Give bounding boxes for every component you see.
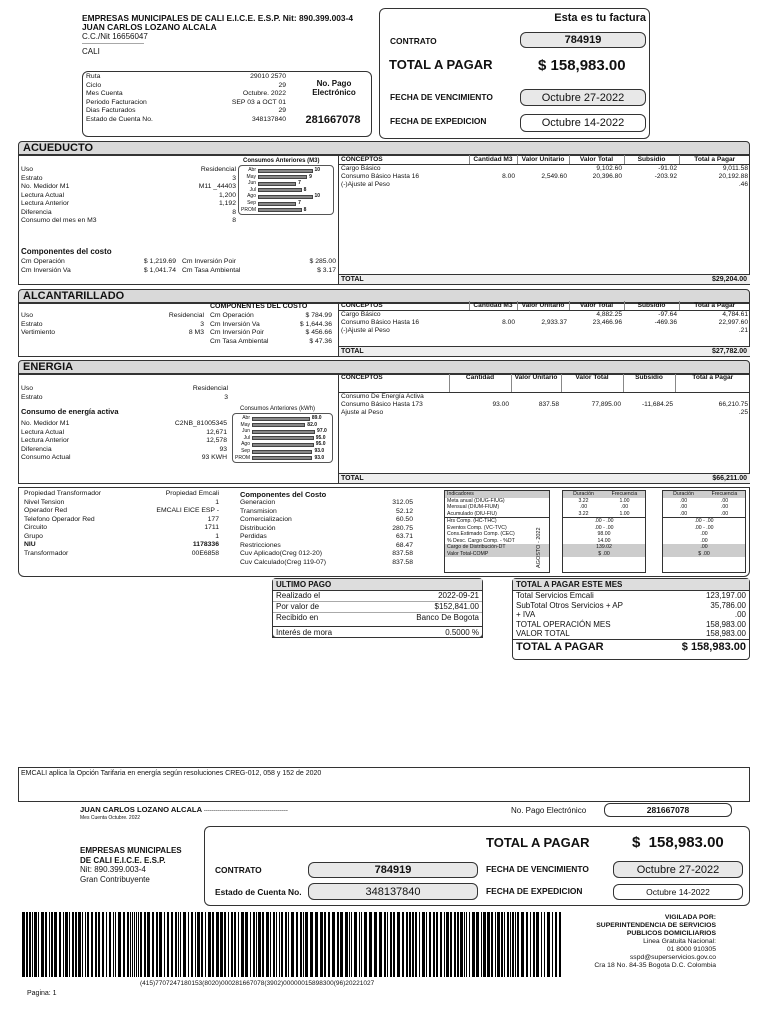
barcode-bar [481,912,482,977]
chart-bar [252,417,310,421]
factura-title: Esta es tu factura [554,12,646,24]
barcode-bar [409,912,411,977]
mes-value: Octubre. 2022 [242,90,286,97]
ciclo-value: 29 [278,81,286,89]
barcode-bar [310,912,313,977]
alcantarillado-total: TOTAL $27,782.00 [339,346,750,356]
barcode-bar [250,912,251,977]
cupon-exp-value: Octubre 14-2022 [613,884,743,900]
vencimiento-label: FECHA DE VENCIMIENTO [390,92,493,102]
barcode-bar [393,912,395,977]
indicadores-box: Indicadores Meta anual (DIUG-FIUG) Mensual (DIUM-FIUM) Acumulado (DIU-FIU) Hrs Comp. (HC-THC) Eventos Comp. (VC-TVC) Cons.Estimado Comp. (CEC) % Desc. Cargo Comp. - %DT Cargo de Distribución-DT Valor Total-COMP [444,490,550,573]
table-row: Consumo De Energía Activa [341,392,424,400]
barcode-bar [134,912,135,977]
chart-value-label: 8 [303,206,307,213]
acueducto-chart [238,165,334,215]
barcode-bar [429,912,431,977]
cupon-mes: Mes Cuenta Octubre. 2022 [80,815,141,821]
chart-bar [258,202,296,206]
chart-bar [258,169,313,173]
barcode-bar [75,912,77,977]
chart-month-label: PROM [241,206,256,213]
header-dashes: ------------------------------- [82,41,144,47]
barcode-bar [245,912,248,977]
barcode-bar [288,912,289,977]
chart-value-label: 93.0 [314,454,325,461]
barcode-bar [164,912,165,977]
barcode-bar [320,912,323,977]
barcode-bar [464,912,465,977]
chart-month-label: Ago [241,441,250,448]
cupon-venc-label: FECHA DE VENCIMIENTO [486,864,589,874]
barcode-bar [276,912,277,977]
barcode-bar [238,912,239,977]
barcode-bar [379,912,382,977]
header [82,14,372,57]
alcantarillado-costos: Cm Operación $ 784.99 Cm Inversión Va $ 1,644.36 Cm Inversión Poir $ 456.66 Cm Tasa Ambiental $ 47.36 [210,312,332,345]
barcode-bar [491,912,493,977]
ultimo-pago-title: ULTIMO PAGO [273,579,482,591]
aviso-box [18,767,750,802]
barcode-bar [138,912,139,977]
barcode-bar [397,912,400,977]
chart-bar [258,195,313,199]
barcode-bar [132,912,133,977]
alcantarillado-info: Uso Residencial Estrato 3 Vertimiento 8 M3 [21,312,204,336]
indicadores-values-2: Duración Frecuencia .00 .00 .00 .00 .00 .00 .00 - .00 .00 - .00 .00 .00 .00 $ .00 [662,490,746,573]
barcode-bar [359,912,360,977]
cupon-total-value: $ 158,983.00 [632,834,724,851]
chart-month-label: Jul [249,186,256,193]
barcode-bar [521,912,524,977]
barcode-bar [205,912,206,977]
barcode-bar [415,912,417,977]
barcode-bar [54,912,57,977]
barcode-bar [305,912,308,977]
barcode-bar [364,912,367,977]
barcode-bar [351,912,352,977]
energia-chart [232,413,333,463]
ruta-value: 29010 2570 [250,73,286,80]
barcode-bar [266,912,269,977]
barcode-bar [91,912,93,977]
barcode-bar [224,912,226,977]
barcode-bar [497,912,500,977]
barcode-bar [175,912,177,977]
barcode-bar [402,912,404,977]
barcode-bar [412,912,414,977]
barcode-bar [51,912,53,977]
chart-value-label: 93.0 [314,448,325,454]
barcode-bar [171,912,173,977]
barcode-bar [296,912,298,977]
table-row: Consumo Básico Hasta 173 93.00 837.58 77,895.00 -11,684.25 66,210.75 [341,400,748,408]
barcode-bar [406,912,408,977]
barcode-bar [390,912,392,977]
barcode-bar [273,912,275,977]
cupon-name: JUAN CARLOS LOZANO ALCALA ------------------------------------------ [80,805,288,814]
client-name: JUAN CARLOS LOZANO ALCALA [82,22,217,32]
barcode-bar [29,912,31,977]
barcode-bar [144,912,146,977]
chart-month-label: Abr [242,415,250,421]
barcode-bar [118,912,121,977]
dias-label: Dias Facturados [86,107,136,114]
barcode-bar [450,912,452,977]
tecnico-left: Propiedad Transformador Propiedad Emcali Nivel Tension 1 Operador Red EMCALI EICE ESP - Telefono Operador Red 177 Circuito 1711 Grupo 1 NIU 1178336 Transformador 00E6858 [24,490,219,557]
barcode-bar [136,912,137,977]
barcode [22,912,567,977]
barcode-bar [197,912,200,977]
barcode-bar [457,912,459,977]
cupon-contrato-label: CONTRATO [215,865,262,875]
energia-uso: Uso Residencial Estrato 3 [21,385,228,401]
chart-value-label: 8 [303,186,307,193]
pago-electronico-value: 281667078 [305,114,361,126]
alcantarillado-title: ALCANTARILLADO [18,289,750,303]
barcode-bar [279,912,280,977]
chart-bar [252,450,312,454]
barcode-bar [476,912,479,977]
barcode-bar [228,912,229,977]
barcode-bar [436,912,438,977]
barcode-bar [212,912,214,977]
chart-bar [258,182,296,186]
barcode-bar [510,912,511,977]
barcode-bar [188,912,189,977]
cupon-total-label: TOTAL A PAGAR [486,835,590,850]
barcode-bar [45,912,47,977]
total-pagar-label: TOTAL A PAGAR [389,57,493,72]
barcode-bar [98,912,100,977]
barcode-bar [361,912,362,977]
account-info [86,73,286,124]
barcode-bar [426,912,427,977]
chart-value-label: 82.0 [307,421,318,428]
barcode-bar [517,912,519,977]
barcode-bar [69,912,70,977]
barcode-bar [472,912,475,977]
chart-month-label: Jun [241,428,250,435]
barcode-bar [34,912,37,977]
barcode-bar [446,912,449,977]
chart-value-label: 10 [314,193,321,200]
barcode-bar [512,912,514,977]
barcode-bar [178,912,179,977]
barcode-bar [533,912,535,977]
barcode-bar [231,912,233,977]
chart-month-label: Abr [248,167,256,173]
barcode-bar [444,912,445,977]
barcode-bar [469,912,470,977]
expedicion-label: FECHA DE EXPEDICION [390,116,487,126]
barcode-bar [552,912,553,977]
cupon-pago-value: 281667078 [604,803,732,817]
barcode-bar [544,912,545,977]
barcode-bar [440,912,442,977]
barcode-bar [167,912,169,977]
aviso-text: EMCALI aplica la Opción Tarifaria en energía según resoluciones CREG-012, 058 y 152 de 2020 [21,770,322,777]
table-row: (-)Ajuste al Peso .46 [341,180,748,188]
estado-label: Estado de Cuenta No. [86,115,153,123]
barcode-bar [32,912,33,977]
vencimiento-value: Octubre 27-2022 [520,89,646,106]
barcode-bar [466,912,467,977]
barcode-bar [41,912,44,977]
barcode-bar [258,912,261,977]
barcode-bar [526,912,528,977]
acueducto-table: CONCEPTOS Cantidad M3 Valor Unitario Valor Total Subsidio Total a Pagar Cargo Básico 9,102.60 -91.02 9,011.58 Consumo Básico Hasta 16 8.00 2,549.60 20,396.80 -203.92 20,192.88 (-)Ajuste al Peso .46 [341,155,748,188]
contrato-value: 784919 [520,32,646,48]
energia-title: ENERGIA [18,360,750,374]
interes-mora: Interés de mora 0.5000 % [272,626,483,638]
barcode-bar [59,912,61,977]
barcode-bar [220,912,223,977]
chart-value-label: 10 [314,167,321,173]
vigilada: VIGILADA POR: SUPERINTENDENCIA DE SERVICIOS PUBLICOS DOMICILIARIOS Linea Gratuita Nacional: 01 8000 910305 sspd@superservicios.gov.co Cra 18 No. 84-35 Bogota D.C. Colombia [594,914,716,969]
barcode-bar [291,912,294,977]
barcode-bar [374,912,377,977]
chart-bar [252,430,315,434]
chart-month-label: Ago [247,193,256,200]
acueducto-costos: Cm Operación $ 1,219.69 Cm Inversión Poir $ 285.00 Cm Inversión Va $ 1,041.74 Cm Tasa Ambiental $ 3.17 [21,258,336,274]
barcode-bar [483,912,486,977]
barcode-bar [530,912,531,977]
city: CALI [82,47,100,56]
barcode-bar [72,912,74,977]
barcode-bar [82,912,83,977]
barcode-bar [183,912,186,977]
barcode-bar [87,912,89,977]
barcode-bar [487,912,490,977]
chart-month-label: Jul [243,434,250,441]
barcode-bar [345,912,348,977]
chart-value-label: 95.0 [315,434,326,441]
barcode-bar [95,912,97,977]
tecnico-comp: Generacion 312.05 Transmision 52.12 Comercializacion 60.50 Distribución 280.75 Perdidas 63.71 Restricciones 68.47 Cuv Aplicado(Creg 012-20) 837.58 Cuv Calculado(Creg 119-07) 837.58 [240,499,413,566]
acueducto-chart-title: Consumos Anteriores (M3) [243,158,320,164]
barcode-bar [26,912,28,977]
barcode-bar [328,912,330,977]
barcode-bar [234,912,236,977]
barcode-bar [113,912,114,977]
chart-value-label: 7 [298,200,301,206]
barcode-bar [123,912,125,977]
periodo-value: SEP 03 a OCT 01 [231,98,286,106]
alcantarillado-table: CONCEPTOS Cantidad M3 Valor Unitario Valor Total Subsidio Total a Pagar Cargo Básico 4,882.25 -97.64 4,784.61 Consumo Básico Hasta 16 8.00 2,933.37 23,466.96 -469.36 22,997.60 (-)Ajuste al Peso .21 [341,301,748,334]
barcode-bar [324,912,326,977]
company-name: EMPRESAS MUNICIPALES DE CALI E.I.C.E. E.S.P. Nit: 890.399.003-4 [82,13,354,23]
barcode-bar [38,912,39,977]
barcode-text: (415)7707247180153(8020)000281667078(3902)00000015898300(96)20221027 [140,980,375,987]
barcode-bar [419,912,420,977]
barcode-bar [180,912,181,977]
barcode-bar [349,912,350,977]
barcode-bar [337,912,339,977]
barcode-bar [504,912,505,977]
barcode-bar [130,912,131,977]
barcode-bar [109,912,111,977]
chart-value-label: 9 [309,173,312,180]
chart-bar [252,423,305,427]
barcode-bar [387,912,388,977]
barcode-bar [281,912,283,977]
chart-bar [258,188,302,192]
barcode-bar [78,912,81,977]
chart-month-label: PROM [235,454,250,461]
chart-bar [258,208,302,212]
barcode-bar [340,912,343,977]
chart-value-label: 97.0 [317,428,327,435]
table-row: Consumo Básico Hasta 16 8.00 2,549.60 20,396.80 -203.92 20,192.88 [341,172,748,180]
chart-bar [258,175,307,179]
barcode-bar [63,912,64,977]
barcode-bar [547,912,550,977]
cupon-exp-label: FECHA DE EXPEDICION [486,886,583,896]
expedicion-value: Octubre 14-2022 [520,114,646,132]
dias-value: 29 [278,107,286,114]
acueducto-title: ACUEDUCTO [18,141,750,155]
energia-chart-title: Consumos Anteriores (kWh) [240,406,316,412]
barcode-bar [454,912,456,977]
barcode-bar [495,912,496,977]
chart-value-label: 7 [298,180,301,187]
chart-month-label: Sep [247,200,256,206]
indicadores-values-1: Duración Frecuencia 3.22 1.00 .00 .00 3.22 1.00 .00 - .00 .00 - .00 98.00 14.00 139.02 $ .00 [562,490,646,573]
energia-table: CONCEPTOS Cantidad Valor Unitario Valor Total Subsidio Total a Pagar Consumo De Energía Activa Consumo Básico Hasta 173 93.00 837.58 77,895.00 -11,684.25 66,210.75 Ajuste al Peso .25 [341,374,748,416]
barcode-bar [102,912,104,977]
barcode-bar [22,912,25,977]
chart-month-label: Jun [247,180,256,187]
barcode-bar [253,912,255,977]
energia-total: TOTAL $66,211.00 [339,473,750,483]
barcode-bar [270,912,271,977]
table-row: Ajuste al Peso .25 [341,408,748,416]
barcode-bar [65,912,68,977]
chart-bar [252,456,312,460]
estado-value: 348137840 [251,115,286,123]
barcode-bar [191,912,193,977]
barcode-bar [507,912,509,977]
barcode-bar [541,912,542,977]
barcode-bar [106,912,107,977]
barcode-bar [201,912,203,977]
barcode-bar [303,912,304,977]
barcode-bar [256,912,257,977]
cupon-estado-label: Estado de Cuenta No. [215,887,302,897]
barcode-bar [315,912,318,977]
table-row: Cargo Básico 4,882.25 -97.64 4,784.61 [341,310,748,318]
pago-electronico-label: No. Pago Electrónico [312,79,356,97]
barcode-bar [262,912,264,977]
table-row: Cargo Básico 9,102.60 -91.02 9,011.58 [341,164,748,172]
chart-value-label: 95.0 [315,441,326,448]
total-mes-title: TOTAL A PAGAR ESTE MES [513,579,749,591]
barcode-bar [460,912,463,977]
mes-label: Mes Cuenta [86,90,123,97]
barcode-bar [515,912,516,977]
table-row: Consumo Básico Hasta 16 8.00 2,933.37 23,466.96 -469.36 22,997.60 [341,318,748,326]
ultimo-pago-box: ULTIMO PAGO Realizado el 2022-09-21 Por valor de $152,841.00 Recibido en Banco De Bogota [272,578,483,638]
barcode-bar [555,912,557,977]
barcode-bar [285,912,287,977]
barcode-bar [115,912,116,977]
cupon-estado-value: 348137840 [308,883,478,900]
barcode-bar [216,912,219,977]
periodo-label: Periodo Facturacion [86,98,147,106]
total-pagar-value: $ 158,983.00 [538,57,626,74]
barcode-bar [159,912,162,977]
barcode-bar [433,912,435,977]
barcode-bar [140,912,142,977]
barcode-bar [85,912,86,977]
client-id: C.C./Nit 16656047 [82,32,148,41]
agosto-label: AGOSTO - 2022 [536,527,542,568]
alcantarillado-costos-title: COMPONENTES DEL COSTO [210,303,308,310]
barcode-bar [332,912,335,977]
barcode-bar [501,912,503,977]
barcode-bar [241,912,244,977]
acueducto-info: Uso Residencial Estrato 3 No. Medidor M1 M11 _44403 Lectura Actual 1,200 Lectura Anterior 1,192 Diferencia 8 Consumo del mes en M3 8 [21,166,236,224]
energia-consumo-title: Consumo de energía activa [21,407,119,416]
barcode-bar [208,912,211,977]
chart-month-label: Sep [241,448,250,454]
barcode-bar [49,912,50,977]
barcode-bar [384,912,386,977]
cupon-pago-label: No. Pago Electrónico [511,806,587,815]
barcode-bar [147,912,150,977]
energia-info: No. Medidor M1 C2NB_81005345 Lectura Actual 12,671 Lectura Anterior 12,578 Diferencia 93 Consumo Actual 93 KWH [21,420,227,461]
table-row: (-)Ajuste al Peso .21 [341,326,748,334]
barcode-bar [354,912,357,977]
tecnico-comp-title: Componentes del Costo [240,490,327,499]
barcode-bar [152,912,154,977]
pagina: Pagina: 1 [27,990,57,997]
barcode-bar [536,912,539,977]
chart-month-label: May [240,421,250,428]
chart-value-label: 89.0 [311,415,322,421]
contrato-label: CONTRATO [390,36,437,46]
ruta-label: Ruta [86,73,101,80]
chart-bar [252,443,314,447]
barcode-bar [422,912,425,977]
acueducto-total: TOTAL $29,204.00 [339,274,750,284]
chart-bar [252,436,314,440]
acueducto-costos-title: Componentes del costo [21,247,112,256]
cupon-empresa: EMPRESAS MUNICIPALES DE CALI E.I.C.E. E.S.P. Nit: 890.399.003-4 Gran Contribuyente [80,846,182,884]
barcode-bar [195,912,196,977]
total-mes-box: TOTAL A PAGAR ESTE MES Total Servicios Emcali 123,197.00 SubTotal Otros Servicios + AP 35,786.00 + IVA .00 TOTAL OPERACIÓN MES 158,983.00 VALOR TOTAL 158,983.00 TOTAL A PAGAR $ 158,983.00 [512,578,750,660]
barcode-bar [300,912,302,977]
barcode-bar [127,912,129,977]
chart-month-label: May [246,173,256,180]
ciclo-label: Ciclo [86,81,102,89]
barcode-bar [156,912,158,977]
cupon-contrato-value: 784919 [308,862,478,878]
cupon-venc-value: Octubre 27-2022 [613,861,743,878]
barcode-bar [369,912,372,977]
